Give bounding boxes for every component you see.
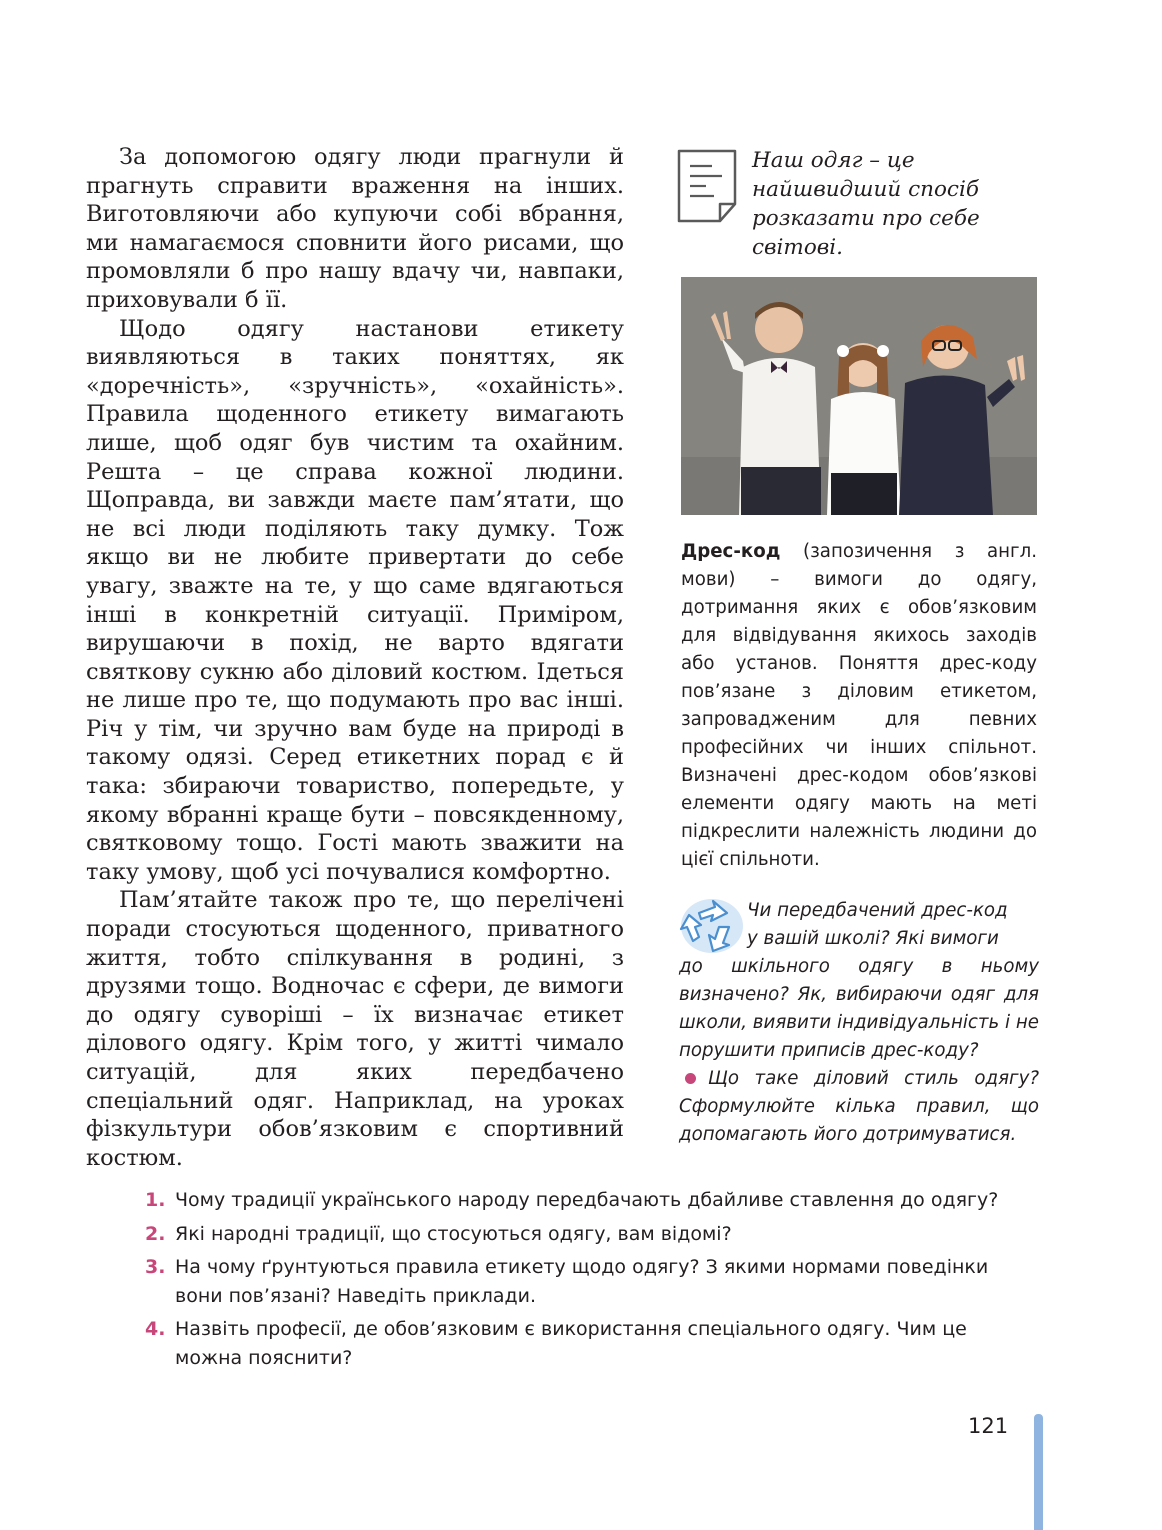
page-edge-bar [1034, 1414, 1043, 1530]
paragraph: Пам’ятайте також про те, що перелічені поради стосуються щоденного, приватного життя, тобто спілкування в родині, з друзями тощо. Водночас є сфери, де вимоги до одягу суворіші – їх визначає етикет ділового одягу. Крім того, у житті чимало ситуацій, для яких передбачено спеціальний одяг. Наприклад, на уроках фізкультури обов’язковим є спортивний костюм. [86, 887, 624, 1171]
quote-box [676, 146, 1066, 260]
discussion-bullet: Що таке діловий стиль одягу? Сформулюйте кілька правил, що допомагають його дотримуватися. [679, 1068, 1039, 1145]
list-item [145, 1315, 1025, 1372]
definition-body: (запозичення з англ. мови) – вимоги до одягу, дотримання яких є обов’язковим для відвідування якихось заходів або установ. Поняття дрес-коду пов’язане з діловим етикетом, запровадженим для певних професійних чи інших спільнот. Визначені дрес-кодом обов’язкові елементи одягу мають на меті підкреслити належність людини до цієї спільноти. [681, 541, 1037, 870]
discussion-line-2: у вашій школі? Які вимоги [747, 928, 999, 949]
question-text: На чому ґрунтуються правила етикету щодо одягу? З якими нормами поведінки вони пов’язані? Наведіть приклади. [175, 1256, 989, 1307]
list-item [145, 1186, 1025, 1215]
bullet-dot [685, 1073, 696, 1084]
list-item [145, 1253, 1025, 1310]
children-photo [681, 277, 1037, 515]
quote-text: Наш одяг – це найшвидший спосіб розказати про себе світові. [752, 148, 980, 260]
paragraph: За допомогою одягу люди прагнули й прагнуть справити враження на інших. Виготовляючи або купуючи собі вбрання, ми намагаємося сповнити його рисами, що промовляли б про нашу вдачу чи, навпаки, приховували б її. [86, 144, 624, 313]
review-questions [145, 1186, 1025, 1377]
question-text: Які народні традиції, що стосуються одягу, вам відомі? [175, 1222, 732, 1245]
paragraph: Щодо одягу настанови етикету виявляються в таких поняттях, як «доречність», «зручність», «охайність». Правила щоденного етикету вимагають лише, щоб одяг був чистим та охайним. Решта – це справа кожної людини. Щоправда, ви завжди маєте пам’ятати, що не всі люди поділяють таку думку. Тож якщо ви не любите привертати до себе увагу, зважте на те, у що саме вдягаються інші в конкретній ситуації. Приміром, вирушаючи в похід, не варто вдягати святкову сукню або діловий костюм. Ідеться не лише про те, що подумають про вас інші. Річ у тім, чи зручно вам буде на природі в такому одязі. Серед етикетних порад є й така: збираючи товариство, попередьте, у якому вбранні краще бути – повсякденному, святковому тощо. Гості мають зважити на таку умову, щоб усі почувалися комфортно. [86, 315, 624, 885]
photo-illustration [681, 277, 1037, 515]
question-text: Чому традиції українського народу передбачають дбайливе ставлення до одягу? [175, 1189, 999, 1211]
discussion-rest: до шкільного одягу в ньому визначено? Як, вибираючи одяг для школи, виявити індивідуальність і не порушити приписів дрес-коду? [679, 956, 1039, 1061]
question-text: Назвіть професії, де обов’язковим є використання спеціального одягу. Чим це можна пояснити? [175, 1318, 967, 1369]
question-number: 1. [145, 1189, 166, 1211]
definition-block [681, 538, 1037, 874]
page-number: 121 [968, 1414, 1009, 1438]
definition-term: Дрес-код [681, 541, 781, 562]
question-number: 2. [145, 1222, 166, 1245]
question-number: 3. [145, 1256, 166, 1278]
note-icon [676, 148, 738, 224]
discussion-line-1: Чи передбачений дрес-код [747, 900, 1008, 921]
discussion-block [679, 897, 1039, 1149]
recycle-arrows-icon [679, 897, 745, 955]
list-item [145, 1220, 1025, 1249]
main-text [86, 143, 624, 1172]
question-number: 4. [145, 1318, 166, 1340]
